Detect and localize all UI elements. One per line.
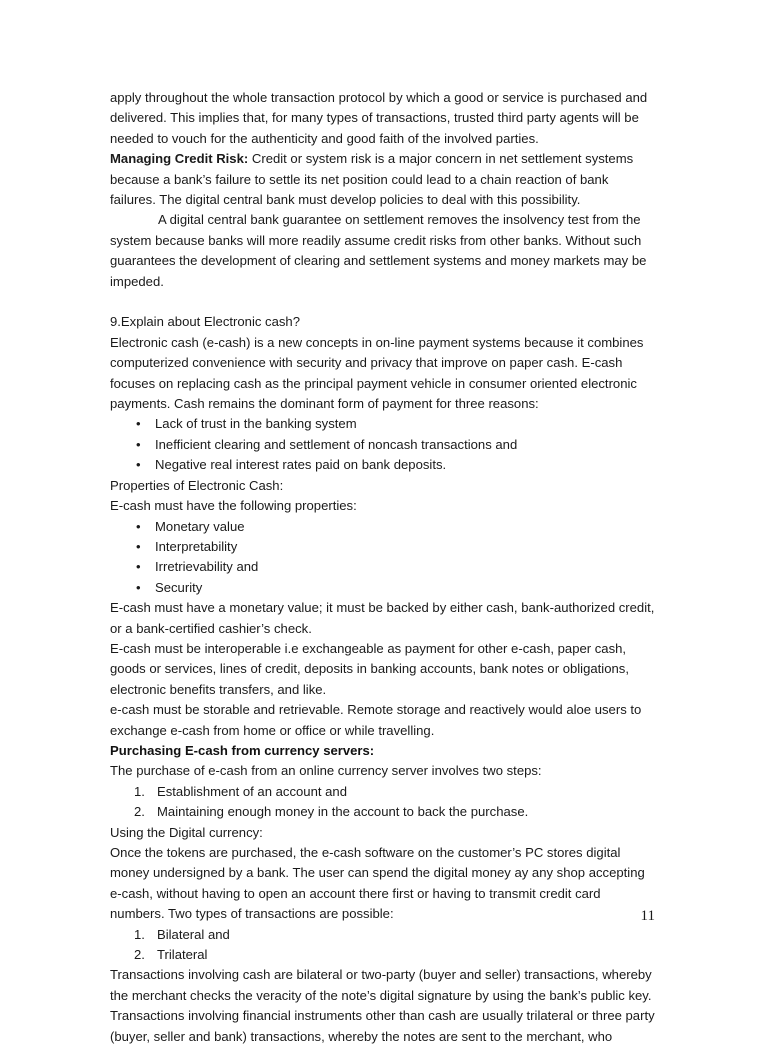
- paragraph-central-bank-guarantee: A digital central bank guarantee on settlement removes the insolvency test from the system because banks will more readily assume credit risks from other banks. Without such guarantees the development of clearing and settlement systems and money markets may be impeded.: [110, 212, 647, 289]
- using-digital-currency-title: Using the Digital currency:: [110, 824, 263, 840]
- list-item: [110, 414, 655, 434]
- list-number: 2.: [134, 947, 145, 963]
- paragraph-spacer: [110, 292, 655, 312]
- bullet-icon: •: [136, 559, 141, 575]
- list-transaction-types: [110, 925, 655, 966]
- list-item-label: Bilateral and: [157, 926, 230, 942]
- bullet-icon: •: [136, 457, 141, 473]
- list-item: [110, 557, 655, 577]
- list-number: 2.: [134, 804, 145, 820]
- list-number: 1.: [134, 783, 145, 799]
- paragraph-digital-tokens: Once the tokens are purchased, the e-cash software on the customer’s PC stores digital money undersigned by a bank. The user can spend the digital money ay any shop accepting e-cash, without having to open an account there first or having to transmit credit card numbers. Two types of transactions are possible:: [110, 845, 645, 922]
- paragraph-bilateral-trilateral: Transactions involving cash are bilateral or two-party (buyer and seller) transactions, whereby the merchant checks the veracity of the note’s digital signature by using the bank’s public key. Transactions involving financial instruments other than cash are usually trilateral or three party (buyer, seller and bank) transactions, whereby the notes are sent to the merchant, who: [110, 967, 655, 1044]
- list-item-label: Maintaining enough money in the account to back the purchase.: [157, 804, 529, 820]
- bullet-icon: •: [136, 579, 141, 595]
- properties-lead-in: E-cash must have the following properties:: [110, 498, 357, 514]
- list-item-label: Establishment of an account and: [157, 783, 347, 799]
- list-item: [110, 537, 655, 557]
- page-content: [110, 88, 655, 1047]
- paragraph-interoperable: E-cash must be interoperable i.e exchangeable as payment for other e-cash, paper cash, goods or services, lines of credit, deposits in banking accounts, bank notes or obligations, electronic benefits transfers, and like.: [110, 640, 629, 697]
- list-ecash-properties: [110, 517, 655, 599]
- paragraph-ecash-definition: Electronic cash (e-cash) is a new concepts in on-line payment systems because it combines computerized convenience with security and privacy that improve on paper cash. E-cash focuses on replacing cash as the principal payment vehicle in consumer oriented electronic payments. Cash remains the dominant form of payment for three reasons:: [110, 334, 644, 412]
- list-number: 1.: [134, 926, 145, 942]
- paragraph-monetary-value: E-cash must have a monetary value; it must be backed by either cash, bank-authorized credit, or a bank-certified cashier’s check.: [110, 600, 655, 636]
- properties-section-title: Properties of Electronic Cash:: [110, 477, 284, 493]
- list-item-label: Negative real interest rates paid on bank deposits.: [155, 457, 447, 473]
- list-item-label: Irretrievability and: [155, 559, 259, 575]
- list-cash-reasons: [110, 414, 655, 475]
- managing-credit-risk-label: Managing Credit Risk:: [110, 151, 249, 167]
- bullet-icon: •: [136, 416, 141, 432]
- list-item: [110, 782, 655, 802]
- paragraph-intro: apply throughout the whole transaction protocol by which a good or service is purchased and delivered. This implies that, for many types of transactions, trusted third party agents will be needed to vouch for the authenticity and good faith of the involved parties.: [110, 90, 648, 146]
- list-item: [110, 455, 655, 475]
- purchasing-ecash-heading: Purchasing E-cash from currency servers:: [110, 742, 375, 758]
- list-item-label: Inefficient clearing and settlement of noncash transactions and: [155, 436, 518, 452]
- bullet-icon: •: [136, 436, 141, 452]
- list-item-label: Lack of trust in the banking system: [155, 416, 357, 432]
- list-item: [110, 517, 655, 537]
- bullet-icon: •: [136, 518, 141, 534]
- list-item-label: Monetary value: [155, 518, 245, 534]
- list-item-label: Interpretability: [155, 538, 238, 554]
- list-item: [110, 802, 655, 822]
- list-purchase-steps: [110, 782, 655, 823]
- paragraph-managing-credit-risk: [110, 149, 655, 210]
- list-item: [110, 945, 655, 965]
- list-item-label: Security: [155, 579, 203, 595]
- bullet-icon: •: [136, 538, 141, 554]
- paragraph-storable-retrievable: e-cash must be storable and retrievable. Remote storage and reactively would aloe users to exchange e-cash from home or office or while travelling.: [110, 702, 642, 738]
- paragraph-purchase-steps-lead: The purchase of e-cash from an online currency server involves two steps:: [110, 763, 542, 779]
- managing-credit-risk-text: Credit or system risk is a major concern in net settlement systems because a bank’s failure to settle its net position could lead to a chain reaction of bank failures. The digital central bank must develop policies to deal with this possibility.: [110, 151, 634, 208]
- page-number: 11: [640, 908, 655, 924]
- question-heading-9: 9.Explain about Electronic cash?: [110, 314, 300, 330]
- list-item: [110, 578, 655, 598]
- list-item: [110, 435, 655, 455]
- list-item: [110, 925, 655, 945]
- list-item-label: Trilateral: [157, 947, 208, 963]
